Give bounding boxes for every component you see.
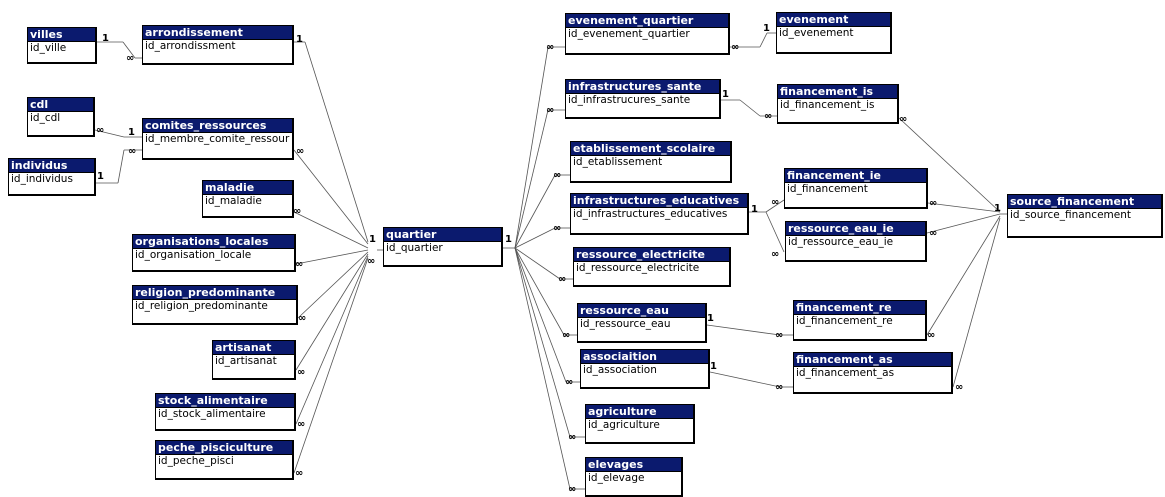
card-many: ∞ [771, 249, 780, 260]
table-stock-alimentaire[interactable] [155, 393, 296, 431]
card-one: 1 [102, 33, 109, 44]
card-one: 1 [707, 313, 714, 324]
card-many: ∞ [927, 330, 936, 341]
table-header: quartier [384, 228, 501, 241]
table-field: id_maladie [203, 194, 292, 208]
table-header: ressource_eau_ie [786, 222, 925, 235]
relationship-line [118, 150, 124, 183]
table-financement-ie[interactable] [784, 168, 928, 209]
card-many: ∞ [568, 484, 577, 495]
card-many: ∞ [546, 105, 555, 116]
table-arrondissement[interactable] [142, 25, 294, 65]
table-field: id_artisanat [213, 354, 294, 368]
card-many: ∞ [546, 42, 555, 53]
table-quartier[interactable] [383, 227, 503, 267]
card-many: ∞ [764, 111, 773, 122]
table-header: stock_alimentaire [156, 394, 294, 407]
relationship-line [296, 254, 368, 370]
relationship-line [296, 256, 368, 424]
card-many: ∞ [562, 330, 571, 341]
relationship-line [515, 228, 555, 248]
relationship-line [515, 110, 548, 248]
relationship-line [707, 325, 780, 335]
table-header: peche_pisciculture [156, 441, 292, 454]
table-field: id_stock_alimentaire [156, 407, 294, 421]
table-header: cdl [28, 98, 93, 111]
card-one: 1 [710, 361, 717, 372]
relationship-line [760, 33, 767, 47]
table-header: infrastructures_educatives [571, 194, 747, 207]
card-many: ∞ [126, 53, 135, 64]
card-many: ∞ [553, 223, 562, 234]
table-field: id_evenement [777, 26, 890, 40]
table-elevages[interactable] [585, 457, 683, 497]
card-many: ∞ [297, 367, 306, 378]
card-many: ∞ [128, 146, 137, 157]
table-header: villes [28, 28, 95, 41]
table-header: comites_ressources [143, 119, 292, 132]
card-many: ∞ [565, 377, 574, 388]
table-associaition[interactable] [580, 349, 710, 389]
card-many: ∞ [771, 197, 780, 208]
table-field: id_organisation_locale [133, 248, 294, 262]
table-financement-re[interactable] [793, 300, 927, 341]
card-one: 1 [505, 234, 512, 245]
table-field: id_evenement_quartier [566, 27, 728, 41]
table-field: id_ressource_eau_ie [786, 235, 925, 249]
table-field: id_ville [28, 41, 95, 55]
table-field: id_agriculture [586, 418, 693, 432]
table-source-financement[interactable] [1007, 194, 1163, 238]
table-evenement-quartier[interactable] [565, 13, 730, 55]
table-field: id_ressource_electricite [574, 261, 729, 275]
table-field: id_association [581, 363, 708, 377]
card-many: ∞ [293, 206, 302, 217]
table-header: infrastructures_sante [566, 80, 719, 93]
table-individus[interactable] [8, 158, 96, 196]
table-header: elevages [586, 458, 681, 471]
card-many: ∞ [297, 419, 306, 430]
table-field: id_etablissement [571, 155, 730, 169]
table-header: maladie [203, 181, 292, 194]
table-header: artisanat [213, 341, 294, 354]
table-header: arrondissement [143, 26, 292, 39]
table-field: id_ressource_eau [578, 317, 705, 331]
card-many: ∞ [731, 42, 740, 53]
table-header: financement_re [794, 301, 925, 314]
card-many: ∞ [899, 114, 908, 125]
table-header: associaition [581, 350, 708, 363]
table-ressource-electricite[interactable] [573, 247, 731, 287]
card-one: 1 [994, 203, 1001, 214]
table-organisations-locales[interactable] [132, 234, 296, 272]
card-many: ∞ [558, 274, 567, 285]
relationship-line [927, 214, 1000, 233]
card-one: 1 [722, 89, 729, 100]
card-many: ∞ [775, 382, 784, 393]
card-one: 1 [128, 127, 135, 138]
relationship-line [305, 42, 368, 242]
table-header: source_financement [1008, 195, 1161, 208]
relationship-line [927, 216, 1000, 335]
table-header: etablissement_scolaire [571, 142, 730, 155]
table-field: id_quartier [384, 241, 501, 255]
card-many: ∞ [775, 330, 784, 341]
card-many: ∞ [929, 198, 938, 209]
table-field: id_financement_as [794, 366, 951, 380]
table-infrastructures-sante[interactable] [565, 79, 721, 119]
table-financement-is[interactable] [777, 84, 899, 124]
relationship-line [294, 258, 368, 473]
table-agriculture[interactable] [585, 404, 695, 444]
card-many: ∞ [929, 228, 938, 239]
table-field: id_infrastrucures_sante [566, 93, 719, 107]
table-maladie[interactable] [202, 180, 294, 218]
card-one: 1 [751, 204, 758, 215]
table-villes[interactable] [27, 27, 97, 64]
table-field: id_financement_is [778, 98, 897, 112]
table-header: financement_ie [785, 169, 926, 182]
table-cdl[interactable] [27, 97, 95, 137]
table-field: id_cdl [28, 111, 93, 125]
relationship-line [928, 203, 1000, 212]
table-evenement[interactable] [776, 12, 892, 54]
table-header: financement_is [778, 85, 897, 98]
card-many: ∞ [955, 382, 964, 393]
card-many: ∞ [96, 125, 105, 136]
table-field: id_infrastructures_educatives [571, 207, 747, 221]
table-header: individus [9, 159, 94, 172]
table-ressource-eau-ie[interactable] [785, 221, 927, 262]
table-financement-as[interactable] [793, 352, 953, 394]
table-field: id_arrondissment [143, 39, 292, 53]
card-many: ∞ [298, 313, 307, 324]
table-peche-pisciculture[interactable] [155, 440, 294, 480]
table-header: ressource_eau [578, 304, 705, 317]
table-header: organisations_locales [133, 235, 294, 248]
relationship-line [515, 248, 566, 382]
table-field: id_elevage [586, 471, 681, 485]
table-field: id_membre_comite_ressour [143, 132, 292, 146]
card-many: ∞ [367, 256, 376, 267]
card-one: 1 [296, 34, 303, 45]
table-header: evenement [777, 13, 890, 26]
relationship-line [740, 100, 760, 116]
card-many: ∞ [553, 170, 562, 181]
relationship-line [515, 248, 567, 335]
table-header: ressource_electricite [574, 248, 729, 261]
card-many: ∞ [296, 146, 305, 157]
relationship-line [953, 218, 1000, 387]
table-field: id_peche_pisci [156, 454, 292, 468]
card-many: ∞ [295, 259, 304, 270]
table-comites-ressources[interactable] [142, 118, 294, 160]
table-field: id_financement_re [794, 314, 925, 328]
table-etablissement-scolaire[interactable] [570, 141, 732, 183]
table-header: financement_as [794, 353, 951, 366]
relationship-line [710, 372, 780, 387]
table-field: id_religion_predominante [133, 299, 296, 313]
table-header: evenement_quartier [566, 14, 728, 27]
table-field: id_financement [785, 182, 926, 196]
card-one: 1 [97, 171, 104, 182]
card-many: ∞ [295, 468, 304, 479]
table-ressource-eau[interactable] [577, 303, 707, 343]
table-artisanat[interactable] [212, 340, 296, 380]
table-header: religion_predominante [133, 286, 296, 299]
card-many: ∞ [568, 432, 577, 443]
table-field: id_source_financement [1008, 208, 1161, 222]
table-religion-predominante[interactable] [132, 285, 298, 325]
card-one: 1 [763, 23, 770, 34]
table-infrastructures-educatives[interactable] [570, 193, 749, 235]
relationship-line [515, 248, 560, 279]
relationship-line [766, 212, 784, 252]
table-header: agriculture [586, 405, 693, 418]
card-one: 1 [369, 234, 376, 245]
table-field: id_individus [9, 172, 94, 186]
